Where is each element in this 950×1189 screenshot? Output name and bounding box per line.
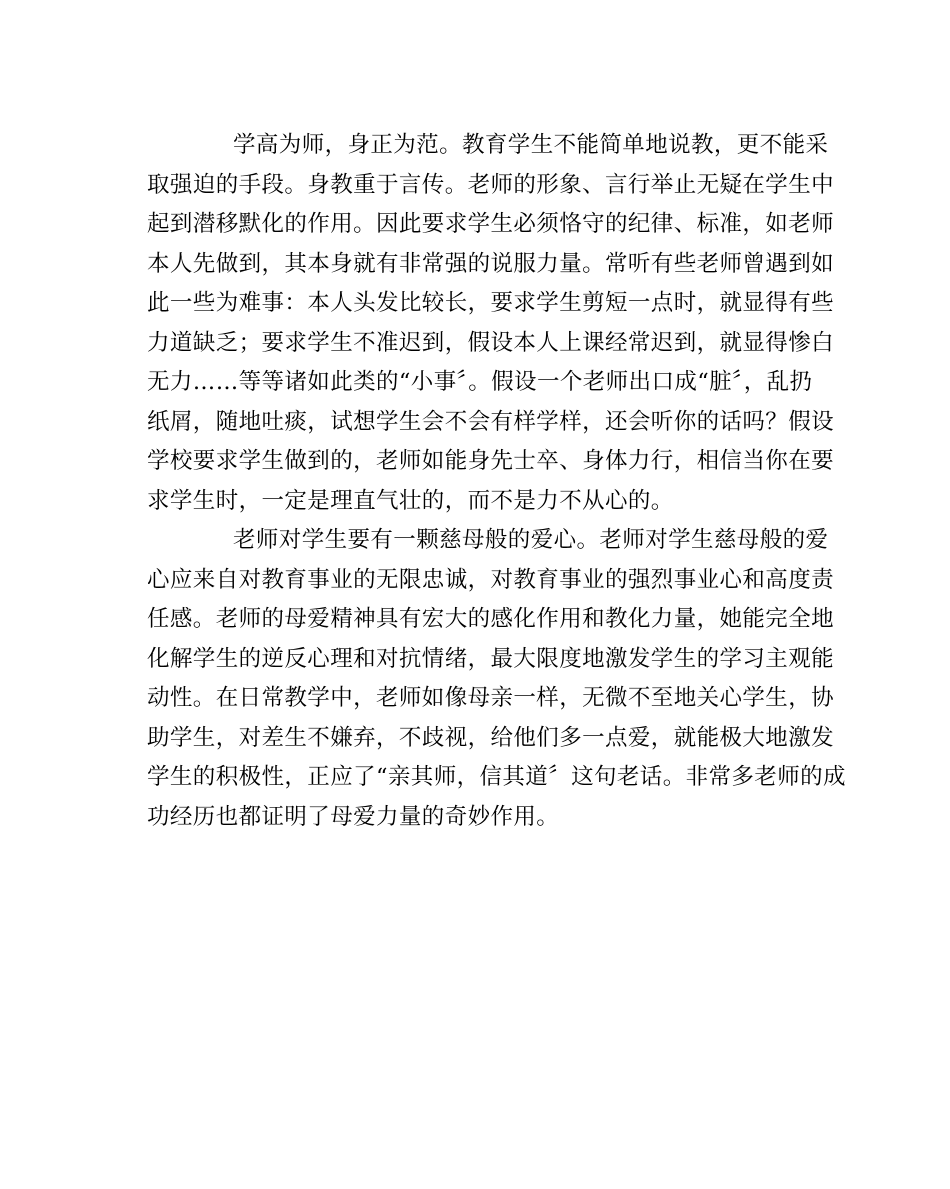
paragraph-line: 老师对学生要有一颗慈母般的爱心。老师对学生慈母般的爱 [233, 527, 829, 553]
paragraph-line: 无力……等等诸如此类的“小事〞。假设一个老师出口成“脏〞，乱扔 [147, 369, 813, 395]
paragraph-line: 取强迫的手段。身教重于言传。老师的形象、言行举止无疑在学生中 [147, 171, 835, 198]
paragraph-line: 功经历也都证明了母爱力量的奇妙作用。 [147, 803, 560, 830]
paragraph-line: 心应来自对教育事业的无限忠诚，对教育事业的强烈事业心和高度责 [147, 566, 835, 593]
paragraph-line: 此一些为难事：本人头发比较长，要求学生剪短一点时，就显得有些 [147, 290, 835, 316]
paragraph-line: 起到潜移默化的作用。因此要求学生必须恪守的纪律、标准，如老师 [147, 211, 835, 237]
paragraph-line: 本人先做到，其本身就有非常强的说服力量。常听有些老师曾遇到如 [147, 250, 835, 277]
document-body [147, 126, 846, 837]
paragraph-line: 助学生，对差生不嫌弃，不歧视，给他们多一点爱，就能极大地激发 [147, 724, 835, 751]
paragraph-line: 任感。老师的母爱精神具有宏大的感化作用和教化力量，她能完全地 [147, 606, 835, 632]
paragraph-line: 学校要求学生做到的，老师如能身先士卒、身体力行，相信当你在要 [147, 448, 835, 474]
paragraph-line: 学生的积极性，正应了“亲其师，信其道〞这句老话。非常多老师的成 [147, 764, 846, 790]
paragraph-line: 学高为师，身正为范。教育学生不能简单地说教，更不能采 [233, 132, 829, 158]
paragraph-line: 动性。在日常教学中，老师如像母亲一样，无微不至地关心学生，协 [147, 685, 835, 711]
paragraph-line: 纸屑，随地吐痰，试想学生会不会有样学样，还会听你的话吗？假设 [147, 408, 835, 435]
paragraph-1 [147, 126, 835, 521]
paragraph-line: 力道缺乏；要求学生不准迟到，假设本人上课经常迟到，就显得惨白 [147, 329, 835, 356]
paragraph-line: 化解学生的逆反心理和对抗情绪，最大限度地激发学生的学习主观能 [147, 645, 835, 672]
paragraph-line: 求学生时，一定是理直气壮的，而不是力不从心的。 [147, 487, 674, 514]
paragraph-2 [147, 521, 846, 837]
